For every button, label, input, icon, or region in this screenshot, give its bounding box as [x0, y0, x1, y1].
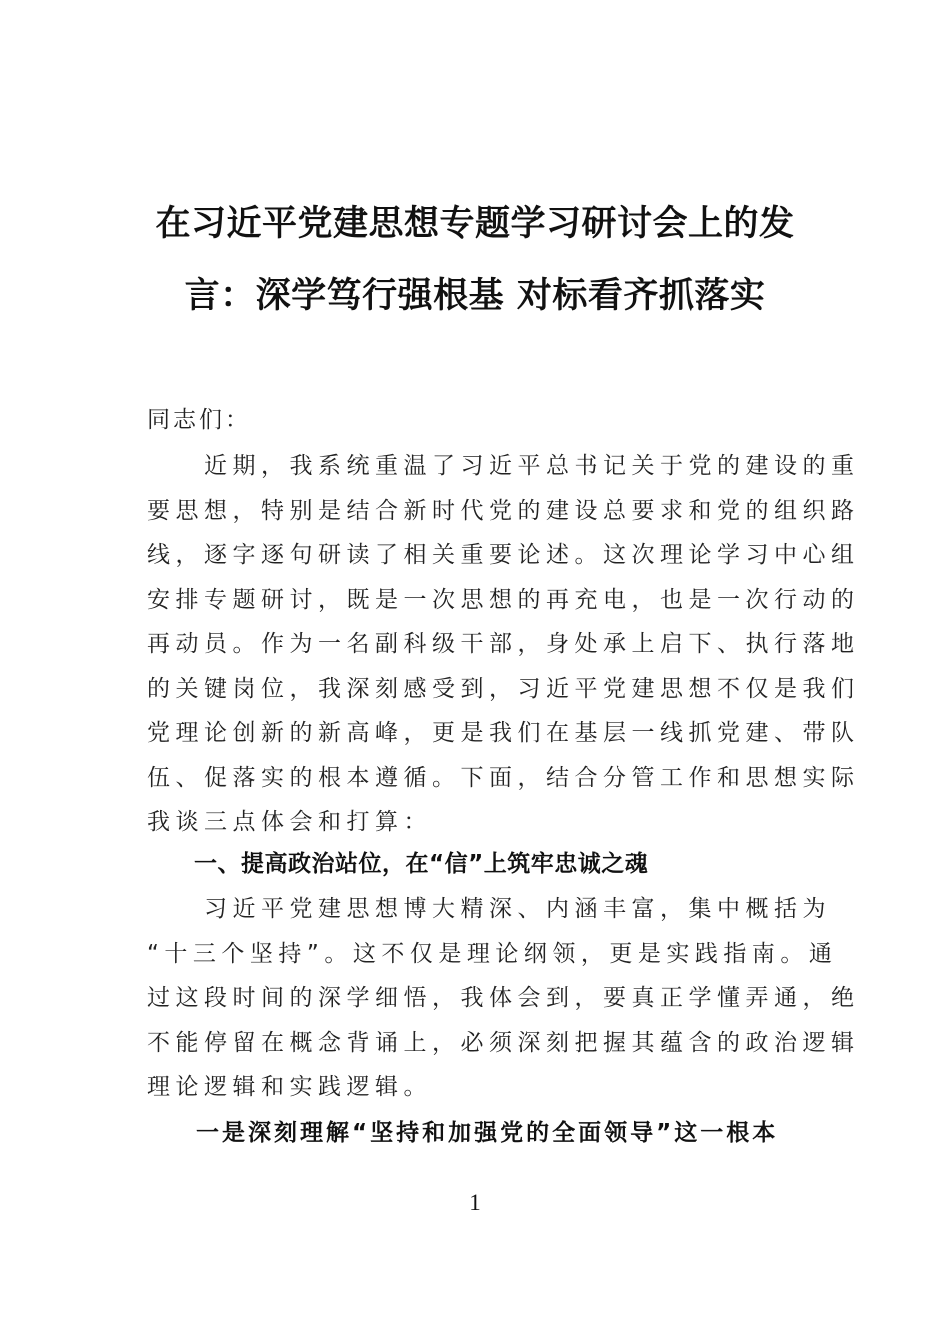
- paragraph-line: 要思想，特别是结合新时代党的建设总要求和党的组织路: [147, 497, 860, 524]
- title-line-1: 在习近平党建思想专题学习研讨会上的发: [155, 203, 795, 244]
- document-title: [130, 188, 820, 332]
- paragraph-line: 习近平党建思想博大精深、内涵丰富，集中概括为: [147, 896, 831, 922]
- section-heading-1: 一、提高政治站位，在“信”上筑牢忠诚之魂: [194, 851, 649, 877]
- paragraph-line: 的关键岗位，我深刻感受到，习近平党建思想不仅是我们: [147, 675, 860, 702]
- paragraph-line: 理论逻辑和实践逻辑。: [147, 1074, 432, 1100]
- paragraph-line: 我谈三点体会和打算：: [147, 809, 432, 835]
- paragraph-line: 近期，我系统重温了习近平总书记关于党的建设的重: [147, 453, 860, 479]
- paragraph-line: 再动员。作为一名副科级干部，身处承上启下、执行落地: [147, 631, 860, 657]
- sub-heading-1: 一是深刻理解“坚持和加强党的全面领导”这一根本: [196, 1120, 779, 1146]
- paragraph-line: 线，逐字逐句研读了相关重要论述。这次理论学习中心组: [147, 542, 860, 568]
- title-line-2: 言：深学笃行强根基 对标看齐抓落实: [184, 275, 766, 316]
- salutation: 同志们：: [147, 407, 251, 433]
- page-number: 1: [469, 1190, 481, 1215]
- paragraph-line: 伍、促落实的根本遵循。下面，结合分管工作和思想实际: [147, 764, 860, 791]
- paragraph-intro: [147, 444, 860, 845]
- paragraph-line: 党理论创新的新高峰，更是我们在基层一线抓党建、带队: [147, 720, 860, 746]
- paragraph-line: 安排专题研讨，既是一次思想的再充电，也是一次行动的: [147, 586, 860, 613]
- paragraph-line: 不能停留在概念背诵上，必须深刻把握其蕴含的政治逻辑: [147, 1029, 860, 1056]
- paragraph-section-1: [147, 887, 860, 1110]
- paragraph-line: 过这段时间的深学细悟，我体会到，要真正学懂弄通，绝: [147, 985, 860, 1011]
- paragraph-line: “十三个坚持”。这不仅是理论纲领，更是实践指南。通: [147, 940, 838, 967]
